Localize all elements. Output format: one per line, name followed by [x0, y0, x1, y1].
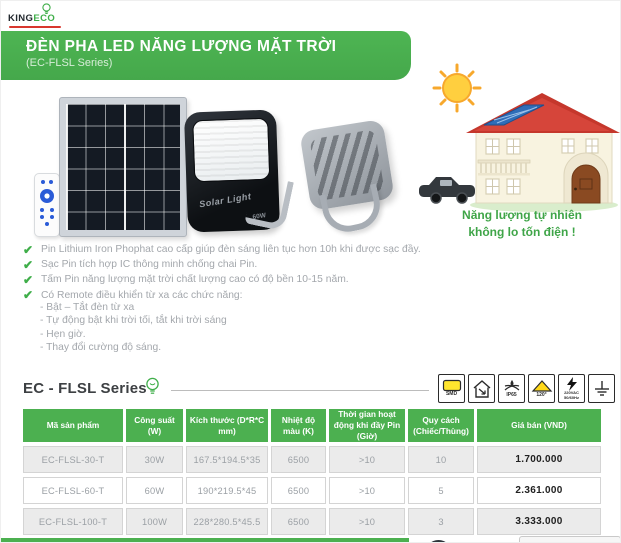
tagline [449, 207, 595, 242]
tagline-line1: Năng lượng tự nhiên [462, 208, 582, 222]
ip65-icon: IP65 [498, 374, 525, 403]
smd-icon: SMD [438, 374, 465, 403]
brand-tagline [9, 26, 61, 28]
feature-item: ✔ Sạc Pin tích hợp IC thông minh chống chai Pin. [23, 257, 258, 272]
feature-list [23, 242, 421, 303]
cell-runtime: >10 [329, 508, 405, 535]
feature-item: ✔ Pin Lithium Iron Phophat cao cấp giúp đèn sáng liên tục hơn 10h khi được sạc đầy. [23, 242, 421, 257]
bulb-doodle-icon [144, 377, 161, 396]
check-icon: ✔ [23, 257, 34, 272]
cell-size: 228*280.5*45.5 [186, 508, 268, 535]
footer-gray-box [519, 536, 621, 543]
col-header-runtime: Thời gian hoạt động khi đầy Pin (Giờ) [329, 409, 405, 442]
remote-control-photo [34, 173, 60, 237]
cell-price: 3.333.000 [477, 508, 601, 535]
page-subtitle: (EC-FLSL Series) [26, 57, 113, 69]
cell-code: EC-FLSL-60-T [23, 477, 123, 504]
col-header-pack: Quy cách (Chiếc/Thùng) [408, 409, 474, 442]
col-header-price: Giá bán (VND) [477, 409, 601, 442]
ground-icon [588, 374, 615, 403]
cell-runtime: >10 [329, 477, 405, 504]
check-icon: ✔ [23, 288, 34, 303]
cell-pack: 3 [408, 508, 474, 535]
feature-item: ✔ Tấm Pin năng lượng mặt trời chất lượng cao có độ bền 10-15 năm. [23, 272, 349, 287]
cell-price: 2.361.000 [477, 477, 601, 504]
cell-power: 60W [126, 477, 183, 504]
remote-function-list [40, 302, 227, 356]
remote-function-item: - Hẹn giờ. [40, 328, 86, 340]
cell-pack: 10 [408, 446, 474, 473]
house-graphic [394, 61, 621, 213]
floodlight-lens [192, 118, 270, 183]
check-icon: ✔ [23, 272, 34, 287]
cell-runtime: >10 [329, 446, 405, 473]
remote-function-item: - Bật – Tắt đèn từ xa [40, 302, 135, 313]
cell-power: 100W [126, 508, 183, 535]
remote-buttons [35, 174, 59, 236]
certification-icons [438, 374, 615, 403]
divider [171, 390, 429, 391]
house-illustration [394, 61, 621, 213]
cell-temp: 6500 [271, 446, 326, 473]
floodlight-black-photo [184, 109, 280, 232]
car-icon [419, 177, 475, 203]
floodlight-watt-label: 60W [251, 212, 267, 222]
cell-temp: 6500 [271, 477, 326, 504]
solar-panel-cells [66, 104, 180, 230]
remote-function-item: - Tự động bật khi trời tối, tắt khi trời sáng [40, 315, 227, 327]
solar-panel-photo [59, 97, 187, 237]
brand-name: KINGECO [8, 13, 56, 24]
cell-pack: 5 [408, 477, 474, 504]
tagline-line2: không lo tốn điện ! [468, 225, 576, 240]
col-header-temp: Nhiệt độ màu (K) [271, 409, 326, 442]
floodlight-stand [244, 174, 294, 231]
beam-angle-icon: 120° [528, 374, 555, 403]
footer-green-bar [1, 538, 409, 543]
indoor-outdoor-icon [468, 374, 495, 403]
cell-temp: 6500 [271, 508, 326, 535]
check-icon: ✔ [23, 242, 34, 257]
col-header-power: Công suất (W) [126, 409, 183, 442]
cell-size: 167.5*194.5*35 [186, 446, 268, 473]
col-header-size: Kích thước (D*R*C mm) [186, 409, 268, 442]
floodlight-brand-label: Solar Light [198, 191, 252, 210]
col-header-code: Mã sản phẩm [23, 409, 123, 442]
cell-power: 30W [126, 446, 183, 473]
voltage-icon: 220VAC 50/60Hz [558, 374, 585, 403]
sun-icon [434, 65, 480, 111]
feature-item: ✔ Có Remote điều khiển từ xa các chức năng: [23, 288, 243, 303]
series-title: EC - FLSL Series [23, 380, 147, 397]
header-banner [1, 31, 411, 80]
remote-function-item: - Thay đổi cường độ sáng. [40, 342, 162, 354]
spec-table [23, 409, 601, 535]
cell-size: 190*219.5*45 [186, 477, 268, 504]
cell-code: EC-FLSL-100-T [23, 508, 123, 535]
cell-code: EC-FLSL-30-T [23, 446, 123, 473]
cell-price: 1.700.000 [477, 446, 601, 473]
page-title: ĐÈN PHA LED NĂNG LƯỢNG MẶT TRỜI [26, 38, 337, 55]
front-door [564, 153, 608, 203]
